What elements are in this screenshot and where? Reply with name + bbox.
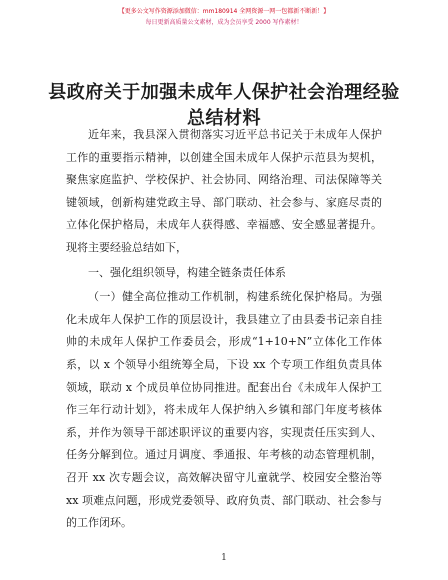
document-body <box>66 124 382 535</box>
document-title: 县政府关于加强未成年人保护社会治理经验总结材料 <box>48 82 400 129</box>
intro-paragraph: 近年来，我县深入贯彻落实习近平总书记关于未成年人保护工作的重要指示精神，以创建全国未成年人保护示范县为契机，聚焦家庭监护、学校保护、社会协同、网络治理、司法保障等关键领域，创新构建党政主导、部门联动、社会参与、家庭尽责的立体化保护格局，未成年人获得感、幸福感、安全感显著提升。现将主要经验总结如下， <box>66 128 382 254</box>
page-number: 1 <box>221 553 227 563</box>
promo-banner-line2: 每日更新高质量公文素材，成为会员享受 2000 写作素材！ <box>145 19 303 26</box>
section-heading: 一、强化组织领导，构建全链条责任体系 <box>88 265 286 279</box>
subsection-paragraph: （一）健全高位推动工作机制，构建系统化保护格局。为强化未成年人保护工作的顶层设计，我县建立了由县委书记亲自挂帅的未成年人保护工作委员会，形成“1+10+N”立体化工作体系，以 x 个领导小组统筹全局，下设 xx 个专项工作组负责具体领域，联动 x 个成员单位协同推进。配套出台《未成年人保护工作三年行动计划》，将未成年人保护纳入乡镇和部门年度考核体系，并作为领导干部述职评议的重要内容，实现责任压实到人、任务分解到位。通过月调度、季通报、年考核的动态管理机制，召开 xx 次专题会议，高效解决留守儿童就学、校园安全整治等 xx 项难点问题，形成党委领导、政府负责、部门联动、社会参与的工作闭环。 <box>66 290 382 530</box>
promo-banner-line1: 【更多公文写作资源添加微信：mm180914 全网资源一网一包都新不断新！】 <box>118 8 330 15</box>
